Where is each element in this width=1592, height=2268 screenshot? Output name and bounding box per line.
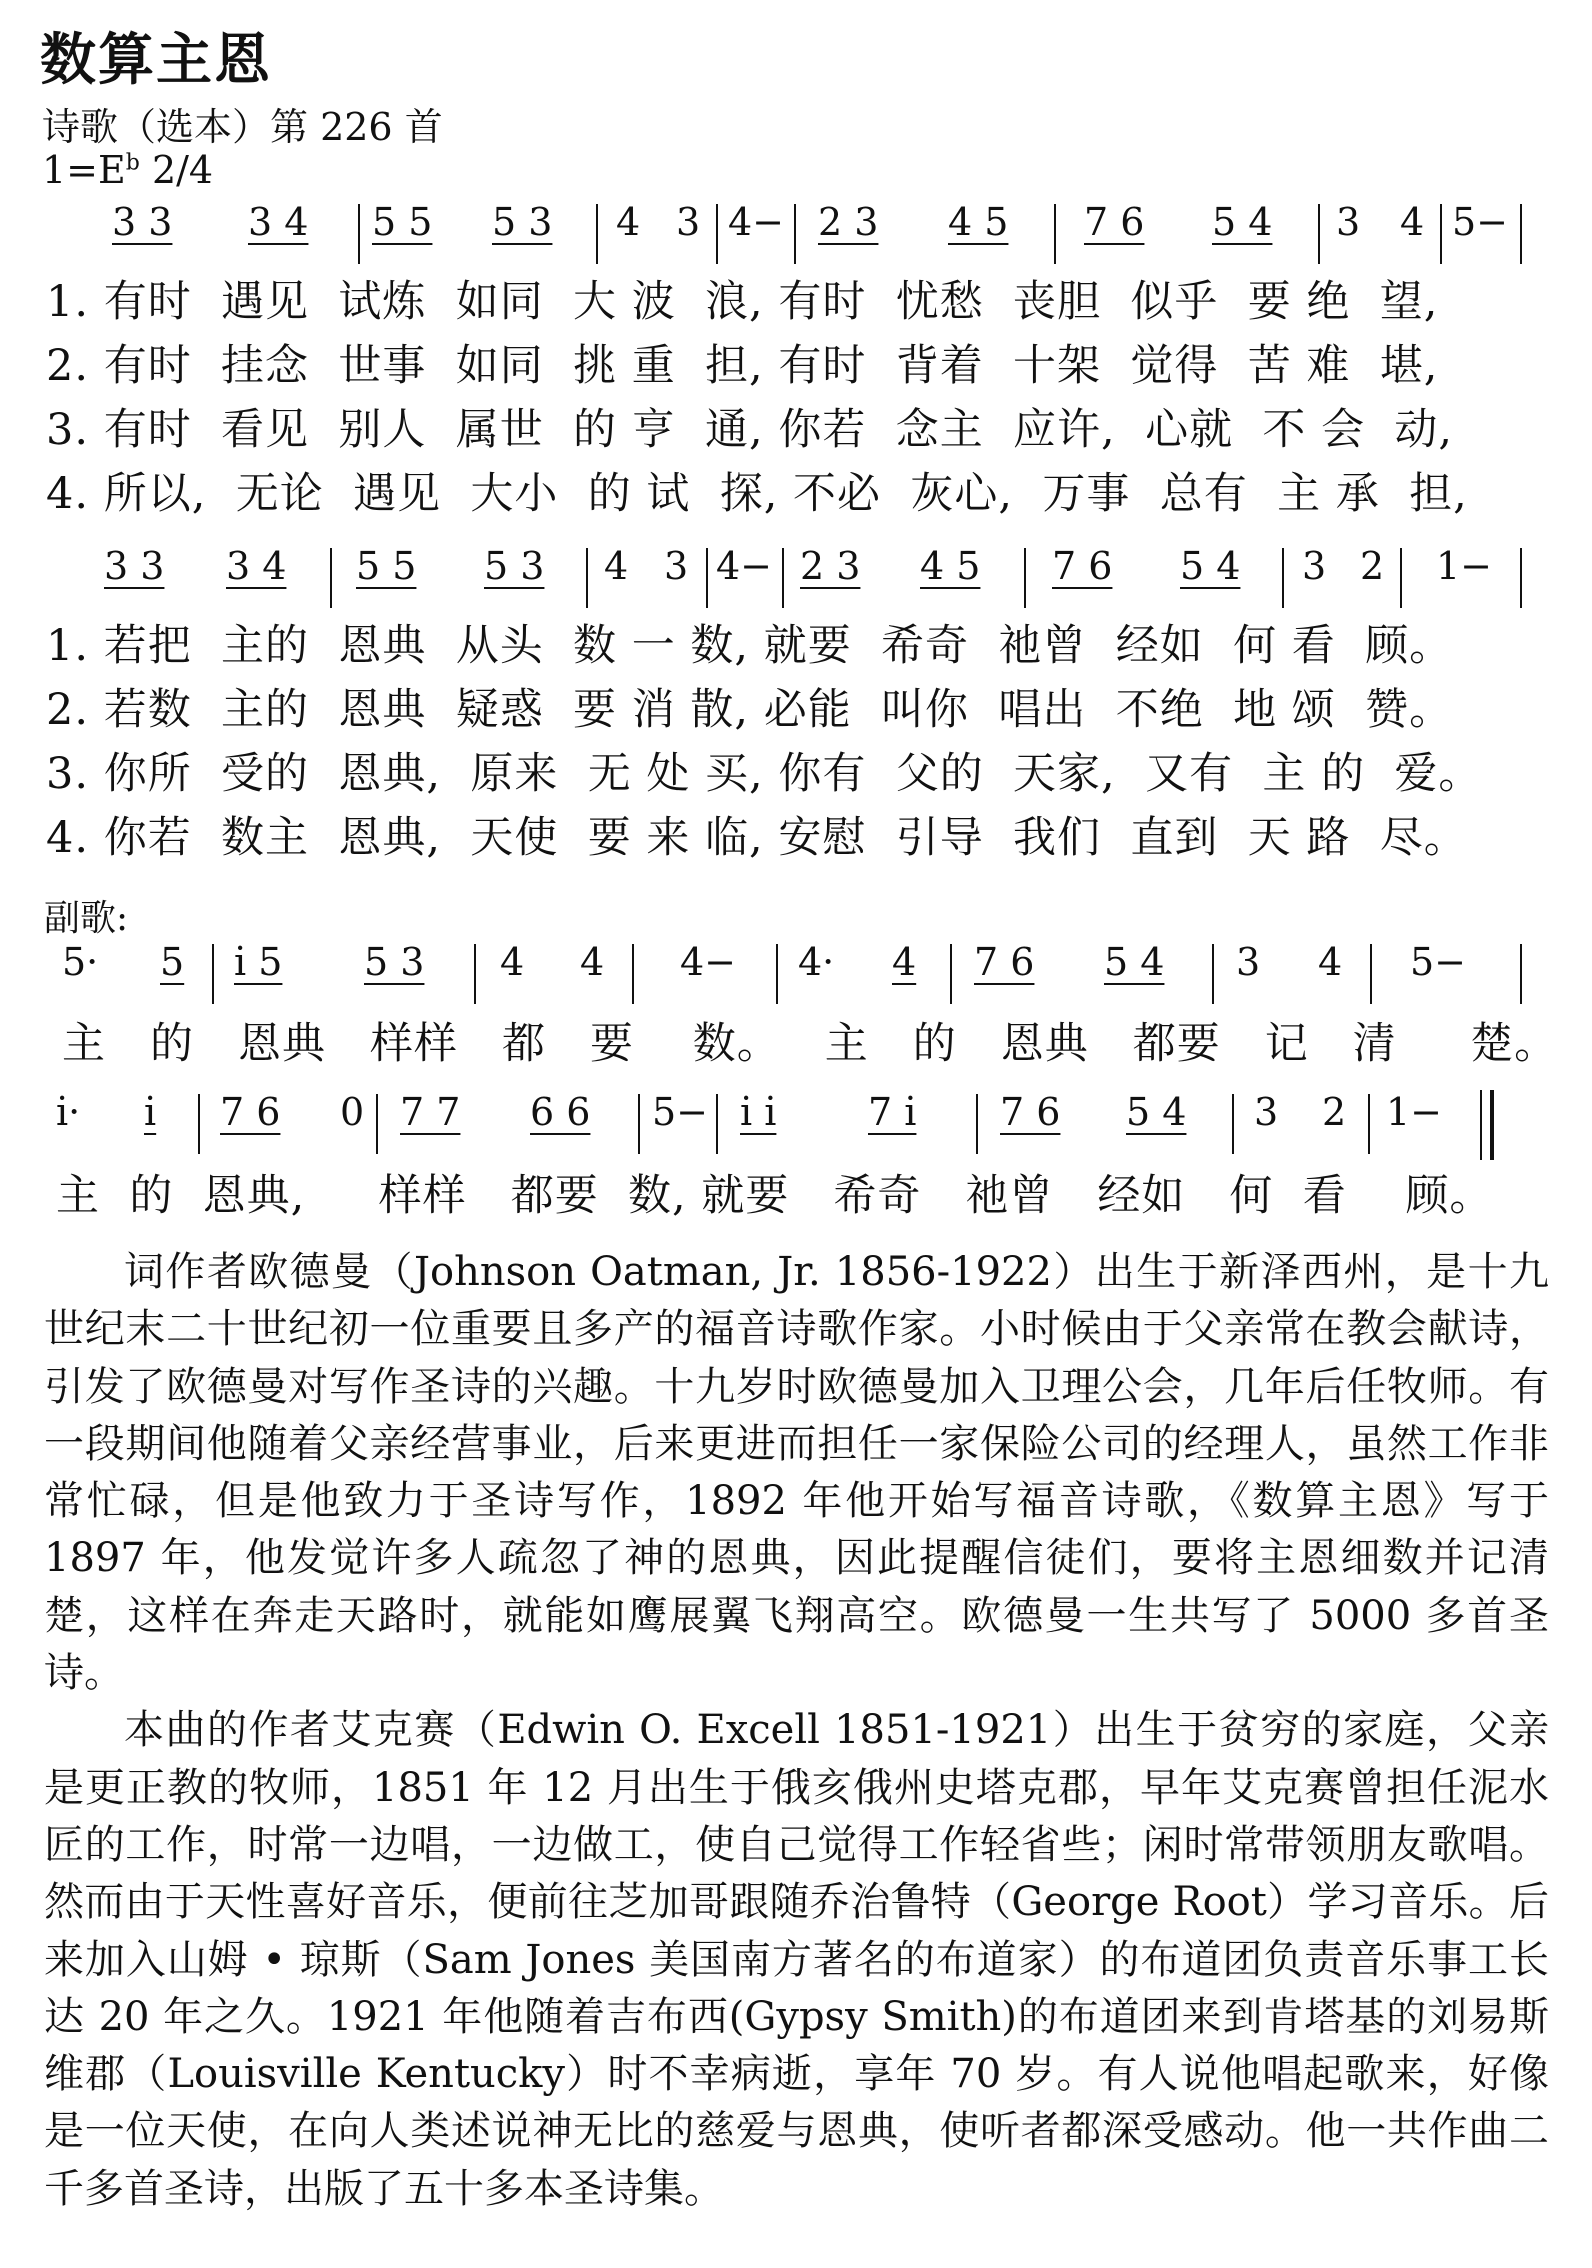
note: 5− <box>1452 200 1509 244</box>
note: 4− <box>680 940 737 984</box>
note-group: 7 6 <box>220 1090 281 1134</box>
barline <box>782 548 784 608</box>
note-group: 3 4 <box>248 200 309 244</box>
barline <box>1282 548 1284 608</box>
note: 3 <box>676 200 701 244</box>
final-barline <box>1490 1090 1494 1160</box>
note-group: 5 3 <box>364 940 425 984</box>
lyric-line: 主 的 恩典, 样样 都要 数, 就要 希奇 祂曾 经如 何 看 顾。 <box>56 1171 1494 1221</box>
note-group: 5 4 <box>1104 940 1165 984</box>
barline <box>330 548 332 608</box>
note-group: 7 6 <box>974 940 1035 984</box>
lyric-line: 2. 有时 挂念 世事 如同 挑 重 担, 有时 背着 十架 觉得 苦 难 堪, <box>46 341 1439 391</box>
barline <box>358 204 360 264</box>
note-group: 2 3 <box>800 544 861 588</box>
lyric-line: 4. 所以, 无论 遇见 大小 的 试 探, 不必 灰心, 万事 总有 主 承 担, <box>46 469 1468 519</box>
note-group: 5 3 <box>484 544 545 588</box>
note-group: 5 4 <box>1126 1090 1187 1134</box>
notation-row <box>0 544 1592 614</box>
lyric-line: 1. 有时 遇见 试炼 如同 大 波 浪, 有时 忧愁 丧胆 似乎 要 绝 望, <box>46 277 1439 327</box>
note-group: 7 6 <box>1052 544 1113 588</box>
note: 3 <box>1236 940 1261 984</box>
barline <box>474 944 476 1004</box>
page-title: 数算主恩 <box>40 28 272 93</box>
note-group: 5 4 <box>1212 200 1273 244</box>
chorus-label: 副歌: <box>44 898 129 939</box>
note-group: 7 6 <box>1000 1090 1061 1134</box>
final-barline <box>1480 1090 1482 1160</box>
barline <box>976 1094 978 1154</box>
key-signature: $1=E^b$ 2/4 <box>42 148 214 192</box>
note: 0 <box>340 1090 365 1134</box>
barline <box>1520 548 1522 608</box>
notation-row <box>0 200 1592 270</box>
barline <box>376 1094 378 1154</box>
hymn-number: 诗歌（选本）第 226 首 <box>42 105 443 149</box>
note: 5− <box>1410 940 1467 984</box>
barline <box>716 204 718 264</box>
barline <box>1054 204 1056 264</box>
barline <box>1318 204 1320 264</box>
lyric-line: 4. 你若 数主 恩典, 天使 要 来 临, 安慰 引导 我们 直到 天 路 尽。 <box>46 813 1468 863</box>
verse-staff-2 <box>0 544 1592 614</box>
note: 5− <box>652 1090 709 1134</box>
barline <box>1440 204 1442 264</box>
hymn-background-text <box>44 1244 1549 2218</box>
note: 4 <box>616 200 641 244</box>
verse-staff-1 <box>0 200 1592 270</box>
note: 3 <box>1336 200 1361 244</box>
chorus-staff-1 <box>0 940 1592 1010</box>
barline <box>586 548 588 608</box>
note-group: 3 4 <box>226 544 287 588</box>
note: 4 <box>1318 940 1343 984</box>
note: 4· <box>798 940 835 984</box>
note-group: 3 3 <box>112 200 173 244</box>
note-group: 7 i̇ <box>868 1090 917 1134</box>
note: 1− <box>1436 544 1493 588</box>
note: 5 <box>160 940 185 984</box>
note: 2 <box>1360 544 1385 588</box>
lyricist-paragraph: 词作者欧德曼（Johnson Oatman, Jr. 1856-1922）出生于新泽西州，是十九世纪末二十世纪初一位重要且多产的福音诗歌作家。小时候由于父亲常在教会献诗，引发了欧德曼对写作圣诗的兴趣。十九岁时欧德曼加入卫理公会，几年后任牧师。有一段期间他随着父亲经营事业，后来更进而担任一家保险公司的经理人，虽然工作非常忙碌，但是他致力于圣诗写作，1892 年他开始写福音诗歌，《数算主恩》写于 1897 年，他发觉许多人疏忽了神的恩典，因此提醒信徒们，要将主恩细数并记清楚，这样在奔走天路时，就能如鹰展翼飞翔高空。欧德曼一生共写了 5000 多首圣诗。 <box>44 1249 1549 1697</box>
note-group: 7 6 <box>1084 200 1145 244</box>
barline <box>596 204 598 264</box>
barline <box>1520 204 1522 264</box>
barline <box>776 944 778 1004</box>
note: 4 <box>580 940 605 984</box>
note: 4− <box>728 200 785 244</box>
note: 4 <box>500 940 525 984</box>
note-group: 5 3 <box>492 200 553 244</box>
notation-row <box>0 940 1592 1010</box>
barline <box>950 944 952 1004</box>
lyric-line: 3. 有时 看见 别人 属世 的 亨 通, 你若 念主 应许, 心就 不 会 动, <box>46 405 1454 455</box>
barline <box>212 944 214 1004</box>
note: 4 <box>604 544 629 588</box>
lyric-line: 3. 你所 受的 恩典, 原来 无 处 买, 你有 父的 天家, 又有 主 的 爱。 <box>46 749 1483 799</box>
barline <box>1212 944 1214 1004</box>
lyric-line: 1. 若把 主的 恩典 从头 数 一 数, 就要 希奇 祂曾 经如 何 看 顾。 <box>46 621 1454 671</box>
note: 4− <box>716 544 773 588</box>
chorus-staff-2 <box>0 1090 1592 1160</box>
note-group: i̇ i̇ <box>740 1090 777 1134</box>
barline <box>632 944 634 1004</box>
lyric-line: 主 的 恩典 样样 都 要 数。 主 的 恩典 都要 记 清 楚。 <box>62 1019 1559 1069</box>
note-group: 6 6 <box>530 1090 591 1134</box>
note: 4 <box>1400 200 1425 244</box>
barline <box>638 1094 640 1154</box>
barline <box>716 1094 718 1154</box>
barline <box>198 1094 200 1154</box>
note-group: i̇ 5 <box>234 940 283 984</box>
note-group: 4 5 <box>920 544 981 588</box>
note-group: 5 4 <box>1180 544 1241 588</box>
notation-row <box>0 1090 1592 1160</box>
note-group: 5 5 <box>356 544 417 588</box>
note: 4 <box>892 940 917 984</box>
note: i̇· <box>56 1090 81 1134</box>
note-group: 2 3 <box>818 200 879 244</box>
note: i̇ <box>144 1090 157 1134</box>
barline <box>1520 944 1522 1004</box>
composer-paragraph: 本曲的作者艾克赛（Edwin O. Excell 1851-1921）出生于贫穷的家庭，父亲是更正教的牧师，1851 年 12 月出生于俄亥俄州史塔克郡，早年艾克赛曾担任泥水匠的工作，时常一边唱，一边做工，使自己觉得工作轻省些；闲时常带领朋友歌唱。然而由于天性喜好音乐，便前往芝加哥跟随乔治鲁特（George Root）学习音乐。后来加入山姆 • 琼斯（Sam Jones 美国南方著名的布道家）的布道团负责音乐事工长达 20 年之久。1921 年他随着吉布西(Gypsy Smith)的布道团来到肯塔基的刘易斯维郡（Louisville Kentucky）时不幸病逝，享年 70 岁。有人说他唱起歌来，好像是一位天使，在向人类述说神无比的慈爱与恩典，使听者都深受感动。他一共作曲二千多首圣诗，出版了五十多本圣诗集。 <box>44 1707 1549 2212</box>
note-group: 4 5 <box>948 200 1009 244</box>
note: 3 <box>664 544 689 588</box>
note: 3 <box>1254 1090 1279 1134</box>
lyric-line: 2. 若数 主的 恩典 疑惑 要 消 散, 必能 叫你 唱出 不绝 地 颂 赞。 <box>46 685 1454 735</box>
note: 2 <box>1322 1090 1347 1134</box>
note-group: 5 5 <box>372 200 433 244</box>
note-group: 7 7 <box>400 1090 461 1134</box>
barline <box>1024 548 1026 608</box>
barline <box>1368 1094 1370 1154</box>
note: 5· <box>62 940 99 984</box>
barline <box>1400 548 1402 608</box>
barline <box>794 204 796 264</box>
barline <box>1232 1094 1234 1154</box>
note-group: 3 3 <box>104 544 165 588</box>
barline <box>706 548 708 608</box>
note: 3 <box>1302 544 1327 588</box>
note: 1− <box>1386 1090 1443 1134</box>
barline <box>1370 944 1372 1004</box>
